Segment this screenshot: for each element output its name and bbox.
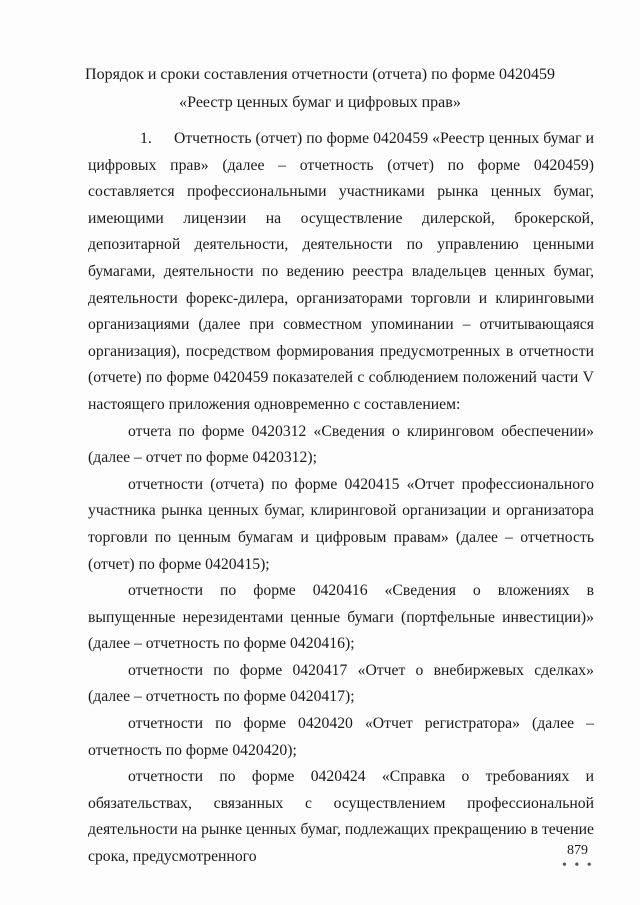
paragraph-form-0420312: отчета по форме 0420312 «Сведения о клиринговом обеспечении» (далее – отчет по форме 0420312); bbox=[88, 422, 594, 467]
page-number: 879 bbox=[567, 843, 588, 858]
paragraph-form-0420417: отчетности по форме 0420417 «Отчет о внебиржевых сделках» (далее – отчетность по форме 0420417); bbox=[88, 661, 594, 706]
paragraph-text: Отчетность (отчет) по форме 0420459 «Реестр ценных бумаг и цифровых прав» (далее – отчетность (отчет) по форме 0420459) составляется профессиональными участниками рынка ценных бумаг, имеющими лицензии на осуществление дилерской, брокерской, депозитарной деятельности, деятельности по управлению ценными бумагами, деятельности по ведению реестра владельцев ценных бумаг, деятельности форекс-дилера, организаторами торговли и клиринговыми организациями (далее при совместном упоминании – отчитывающаяся организация), посредством формирования предусмотренных в отчетности (отчете) по форме 0420459 показателей с соблюдением положений части V настоящего приложения одновременно с составлением: bbox=[88, 130, 594, 413]
scan-artifact: • • • bbox=[562, 858, 594, 873]
document-title-line-1: Порядок и сроки составления отчетности (отчета) по форме 0420459 bbox=[85, 66, 555, 83]
paragraph-number: 1. bbox=[140, 130, 152, 147]
document-title-line-2: «Реестр ценных бумаг и цифровых прав» bbox=[179, 94, 461, 111]
paragraph-form-0420415: отчетности (отчета) по форме 0420415 «Отчет профессионального участника рынка ценных бумаг, клиринговой организации и организатора торговли по ценным бумагам и цифровым правам» (далее – отчетность (отчет) по форме 0420415); bbox=[88, 475, 594, 573]
document-body bbox=[88, 126, 594, 871]
paragraph-form-0420416: отчетности по форме 0420416 «Сведения о вложениях в выпущенные нерезидентами ценные бумаги (портфельные инвестиции)» (далее – отчетность по форме 0420416); bbox=[88, 582, 594, 653]
paragraph-form-0420420: отчетности по форме 0420420 «Отчет регистратора» (далее – отчетность по форме 0420420); bbox=[88, 715, 594, 759]
paragraph-form-0420424: отчетности по форме 0420424 «Справка о требованиях и обязательствах, связанных с осуществлением профессиональной деятельности на рынке ценных бумаг, подлежащих прекращению в течение срока, предусмотренного bbox=[88, 768, 594, 866]
paragraph-1 bbox=[88, 126, 594, 419]
